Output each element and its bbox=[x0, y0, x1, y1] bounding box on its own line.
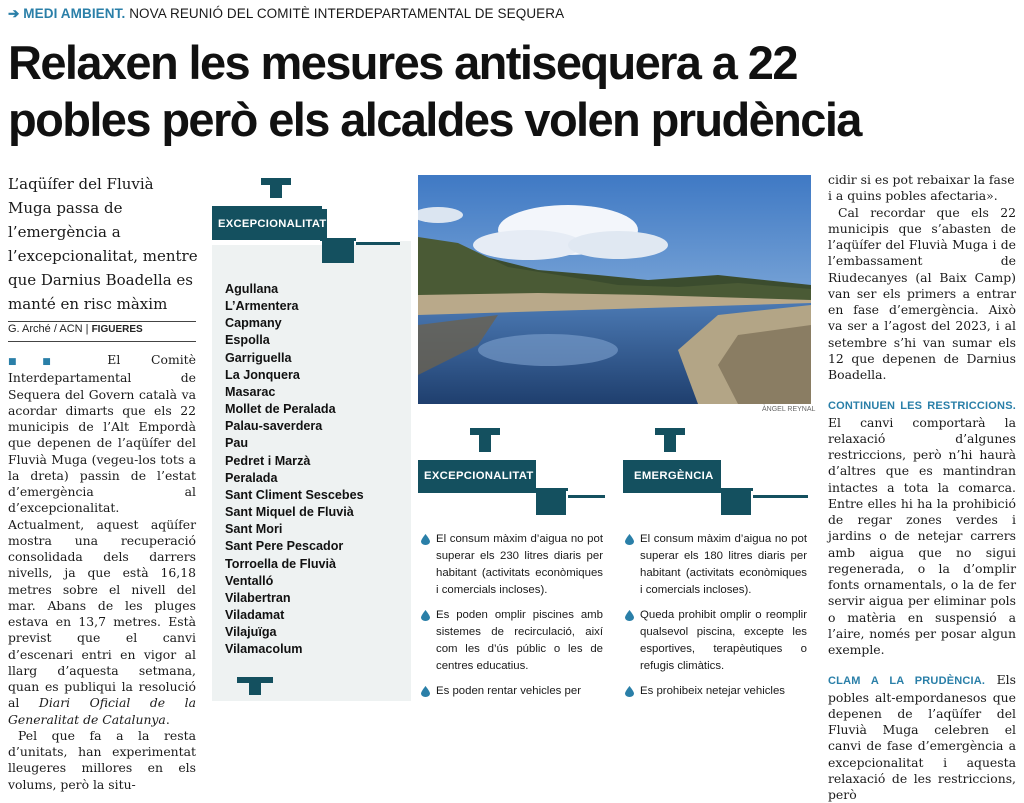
municipality-item: Vilabertran bbox=[225, 590, 291, 605]
municipalities-list bbox=[225, 281, 410, 658]
kicker-text: NOVA REUNIÓ DEL COMITÈ INTERDEPARTAMENTAL DE SEQUERA bbox=[129, 6, 565, 21]
headline-line-1: Relaxen les mesures antisequera a 22 bbox=[8, 36, 797, 89]
municipality-item: Capmany bbox=[225, 316, 282, 331]
municipality-item: Vilajuïga bbox=[225, 625, 277, 640]
gazette-name: Diari Oficial de la Generalitat de Catalunya bbox=[8, 695, 196, 727]
municipality-item: Sant Mori bbox=[225, 522, 283, 537]
municipality-item: Palau-saverdera bbox=[225, 419, 323, 434]
measure-text: Es prohibeix netejar vehicles bbox=[640, 685, 785, 698]
excepcionalitat-box-tag: EXCEPCIONALITAT bbox=[418, 461, 534, 492]
water-drop-icon bbox=[625, 534, 634, 545]
byline-author: G. Arché / ACN bbox=[8, 323, 83, 335]
municipality-item: Masarac bbox=[225, 384, 276, 399]
measure-item bbox=[625, 607, 807, 675]
faucet-icon bbox=[232, 675, 282, 695]
municipality-item: Mollet de Peralada bbox=[225, 402, 336, 417]
measure-text: El consum màxim d’aigua no pot superar els 230 litres diaris per habitant (activitats econòmiques i comercials incloses). bbox=[436, 533, 603, 597]
municipality-item: L’Armentera bbox=[225, 299, 299, 314]
byline: G. Arché / ACN | FIGUERES bbox=[8, 323, 143, 335]
measure-item bbox=[625, 531, 807, 599]
municipality-item: Ventalló bbox=[225, 573, 274, 588]
measure-item bbox=[421, 531, 603, 599]
body-paragraph-2: Pel que fa a la resta d’unitats, han experimentat lleugeres millores en els volums, però la situ- bbox=[8, 727, 196, 792]
subhead-restrictions: CONTINUEN LES RESTRICCIONS. bbox=[828, 400, 1016, 413]
municipality-item: Peralada bbox=[225, 470, 278, 485]
body-column-left bbox=[8, 352, 196, 793]
lead-paragraph: L’aqüífer del Fluvià Muga passa de l’emergència a l’excepcionalitat, mentre que Darnius Boadella es manté en risc màxim bbox=[8, 175, 198, 313]
municipality-item: Pedret i Marzà bbox=[225, 453, 311, 468]
municipality-item: Pau bbox=[225, 436, 249, 451]
municipality-item: Viladamat bbox=[225, 607, 285, 622]
municipality-item: La Jonquera bbox=[225, 367, 300, 382]
paragraph-marker-icon: ■■ bbox=[8, 357, 77, 367]
municipality-item: Vilamacolum bbox=[225, 642, 303, 657]
body-paragraph-1: ■■ El Comitè Interdepartamental de Sequera del Govern català va acordar dimarts que els 22 municipis de l’Alt Empordà que depenen de l’aqüífer del Fluvià Muga (vegeu-los tots a la dreta) passin de l’estat d’emergència al d’excepcionalitat. Actualment, aquest aqüífer mostra una recuperació consolidada dels darrers nivells, ja que està 16,18 metres sobre el nivell del mar. Abans de les pluges estava en 13,7 metres. Està previst que el canvi d’escenari entri en vigor al llarg d’aquesta setmana, quan es publiqui la resolució al Diari Oficial de la Generalitat de Catalunya. bbox=[8, 352, 196, 727]
measure-item bbox=[625, 683, 807, 700]
reservoir-photo bbox=[418, 175, 811, 404]
water-drop-icon bbox=[421, 534, 430, 545]
water-drop-icon bbox=[625, 610, 634, 621]
excepcionalitat-measures bbox=[421, 531, 603, 708]
water-drop-icon bbox=[625, 686, 634, 697]
excepcionalitat-tag: EXCEPCIONALITAT bbox=[212, 209, 327, 240]
municipality-item: Espolla bbox=[225, 333, 270, 348]
municipality-item: Sant Climent Sescebes bbox=[225, 487, 364, 502]
byline-place: FIGUERES bbox=[91, 324, 143, 335]
emergencia-measures bbox=[625, 531, 807, 708]
body-paragraph-3: cidir si es pot rebaixar la fase i a quins pobles afectaria». bbox=[828, 172, 1015, 204]
water-drop-icon bbox=[421, 686, 430, 697]
municipality-item: Sant Pere Pescador bbox=[225, 539, 344, 554]
measure-item bbox=[421, 683, 603, 700]
section-label: MEDI AMBIENT. bbox=[23, 6, 126, 21]
body-paragraph-4: Cal recordar que els 22 municipis que s’abasten de l’aqüífer del Fluvià Muga i de l’embassament de Riudecanyes (al Baix Camp) van ser els primers a entrar en fase d’emergència. Això va ser a l’agost del 2023, i al setembre s’hi van sumar els 12 que depenen de Darnius Boadella. bbox=[828, 204, 1016, 382]
emergencia-box-tag: EMERGÈNCIA bbox=[623, 461, 714, 492]
measure-text: Es poden omplir piscines amb sistemes de recirculació, així com les d’ús públic o les de centres educatius. bbox=[436, 609, 603, 673]
municipality-item: Sant Miquel de Fluvià bbox=[225, 505, 354, 520]
body-column-right bbox=[828, 172, 1016, 803]
measure-text: El consum màxim d’aigua no pot superar els 180 litres diaris per habitant (activitats econòmiques i comercials incloses). bbox=[640, 533, 807, 597]
water-drop-icon bbox=[421, 610, 430, 621]
body-paragraph-6: CLAM A LA PRUDÈNCIA. Els pobles alt-empordanesos que depenen de l’aqüífer del Fluvià Muga celebren el canvi de fase d’emergència a excepcionalitat i aquesta relaxació de les restriccions, però bbox=[828, 672, 1016, 802]
byline-rule-bottom bbox=[8, 341, 196, 342]
body-paragraph-5: CONTINUEN LES RESTRICCIONS. El canvi comportarà la relaxació d’algunes restriccions, però n’hi haurà d’altres que es mantindran intactes a tota la comarca. Entre elles hi ha la prohibició de regar zones verdes i jardins o de netejar carrers amb aigua que no sigui regenerada, o la d’omplir fonts ornamentals, o la de fer servir aigua per eliminar pols o matèria en suspensió a l’aire, només per posar algun exemple. bbox=[828, 400, 1016, 657]
byline-rule-top bbox=[8, 321, 196, 322]
municipality-item: Garriguella bbox=[225, 350, 292, 365]
arrow-right-icon: ➔ bbox=[8, 6, 20, 21]
measure-text: Queda prohibit omplir o reomplir qualsevol piscina, excepte les esportives, terapèutiques o refugis climàtics. bbox=[640, 609, 807, 673]
headline-line-2: pobles però els alcaldes volen prudència bbox=[8, 93, 861, 146]
photo-credit: ÀNGEL REYNAL bbox=[762, 406, 816, 413]
measure-item bbox=[421, 607, 603, 675]
measure-text: Es poden rentar vehicles per bbox=[436, 685, 581, 698]
municipality-item: Agullana bbox=[225, 282, 279, 296]
subhead-prudence: CLAM A LA PRUDÈNCIA. bbox=[828, 675, 986, 688]
headline bbox=[8, 34, 1018, 148]
section-kicker bbox=[8, 6, 564, 22]
municipality-item: Torroella de Fluvià bbox=[225, 556, 337, 571]
